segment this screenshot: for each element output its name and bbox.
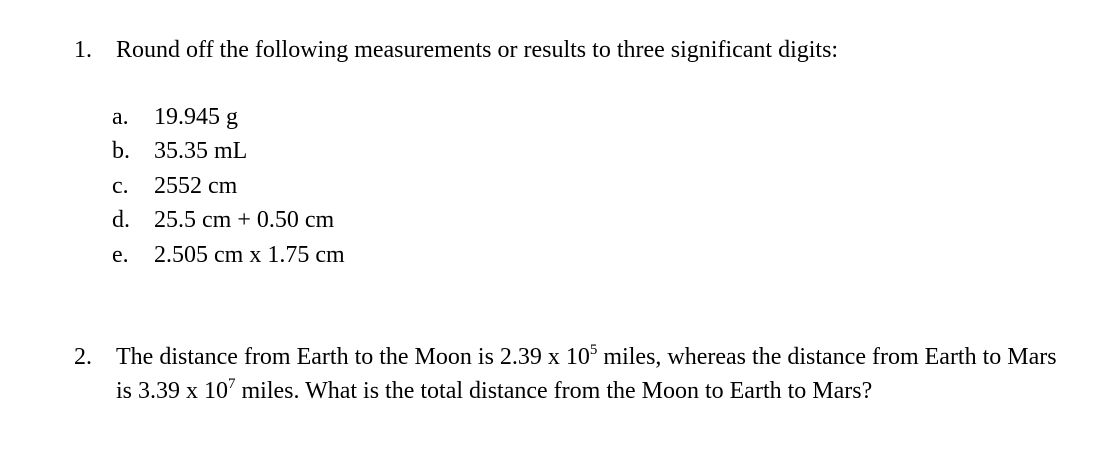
question-2-text-part1: The distance from Earth to the Moon is 2.39 x 10	[116, 344, 590, 370]
item-letter: b.	[112, 138, 130, 165]
question-1	[74, 33, 1064, 67]
item-text: 25.5 cm + 0.50 cm	[154, 207, 335, 234]
item-text: 2.505 cm x 1.75 cm	[154, 241, 345, 268]
exponent-moon: 5	[589, 342, 598, 358]
item-text: 35.35 mL	[154, 138, 248, 165]
question-1-prompt: Round off the following measurements or results to three significant digits:	[116, 37, 839, 63]
item-letter: d.	[112, 207, 130, 234]
item-text: 19.945 g	[154, 104, 238, 130]
exponent-mars: 7	[228, 376, 236, 392]
question-2-text-part3: miles. What is the total distance from the Moon to Earth to Mars?	[235, 378, 873, 404]
item-letter: a.	[112, 104, 129, 130]
question-2-number: 2.	[74, 344, 92, 370]
question-2-prompt	[116, 340, 1064, 408]
item-letter: c.	[112, 172, 129, 199]
item-text: 2552 cm	[154, 172, 238, 199]
question-2-text-part2: miles, whereas the distance from Earth to Mars is 3.39 x 10	[116, 344, 1057, 404]
question-2	[74, 340, 1064, 408]
item-letter: e.	[112, 241, 129, 268]
question-1-number: 1.	[74, 37, 92, 63]
